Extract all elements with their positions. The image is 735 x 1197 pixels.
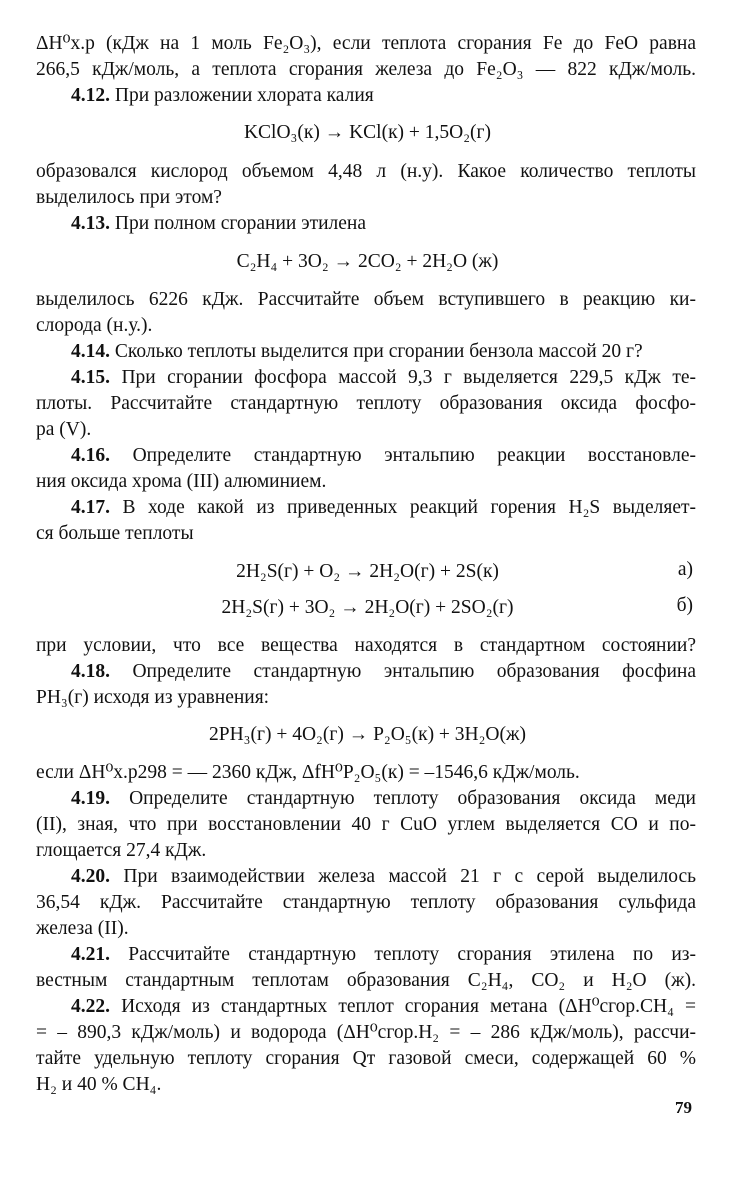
equation-h2s-a: 2H₂S(г) + O₂ → 2H₂O(г) + 2S(к) [236,561,499,582]
page-number: 79 [675,1098,692,1117]
text-line: PH₃(г) исходя из уравнения: [36,687,270,708]
equation-kclo3: KClO₃(к) → KCl(к) + 1,5O₂(г) [243,122,492,143]
equation-ethylene: C₂H₄ + 3O₂ → 2CO₂ + 2H₂O (ж) [236,251,499,272]
problem-number: 4.22. [71,996,110,1017]
equation-phosphine: 2PH₃(г) + 4O₂(г) → P₂O₅(к) + 3H₂O(ж) [209,724,526,745]
problem-4-20 [71,864,696,890]
problem-number: 4.18. [71,661,110,682]
text-line: образовался кислород объемом 4,48 л (н.у). Какое количество теплоты [36,161,696,182]
text-line: глощается 27,4 кДж. [36,840,207,861]
problem-text: При сгорании фосфора массой 9,3 г выделяется 229,5 кДж те- [121,367,697,388]
problem-4-18 [71,659,696,685]
problem-text: Рассчитайте стандартную теплоту сгорания этилена по из- [128,944,696,965]
text-line: 36,54 кДж. Рассчитайте стандартную теплоту образования сульфида [36,892,696,913]
equation-tag-b: б) [676,595,693,616]
problem-4-12 [71,83,696,109]
problem-number: 4.21. [71,944,110,965]
text-line: ра (V). [36,419,92,440]
problem-4-17 [71,495,696,521]
text-line: плоты. Рассчитайте стандартную теплоту образования оксида фосфо- [36,393,696,414]
text-line: выделилось 6226 кДж. Рассчитайте объем вступившего в реакцию ки- [36,289,696,310]
problem-number: 4.12. [71,85,110,106]
problem-number: 4.16. [71,445,110,466]
problem-number: 4.15. [71,367,110,388]
problem-text: В ходе какой из приведенных реакций горения H₂S выделяет- [122,497,696,518]
problem-number: 4.13. [71,213,110,234]
problem-4-19 [71,786,696,812]
text-line: ния оксида хрома (III) алюминием. [36,471,327,492]
problem-text: При полном сгорании этилена [114,213,367,234]
problem-4-15 [71,365,696,391]
equation-tag-a: а) [677,559,693,580]
problem-number: 4.19. [71,788,110,809]
problem-text: Определите стандартную теплоту образования оксида меди [129,788,696,809]
problem-4-21 [71,942,696,968]
text-line: 266,5 кДж/моль, а теплота сгорания железа до Fe₂O₃ — 822 кДж/моль. [36,59,696,80]
problem-text: При разложении хлората калия [114,85,374,106]
problem-text: При взаимодействии железа массой 21 г с серой выделилось [123,866,696,887]
text-line: слорода (н.у.). [36,315,153,336]
problem-text: Определите стандартную энтальпию реакции восстановле- [132,445,696,466]
equation-h2s-b: 2H₂S(г) + 3O₂ → 2H₂O(г) + 2SO₂(г) [221,597,514,618]
problem-4-13 [71,211,696,237]
text-line: (II), зная, что при восстановлении 40 г CuO углем выделяется CO и по- [36,814,696,835]
text-line: выделилось при этом? [36,187,222,208]
text-line: ся больше теплоты [36,523,194,544]
text-line: тайте удельную теплоту сгорания Qт газовой смеси, содержащей 60 % [36,1048,696,1069]
problem-number: 4.17. [71,497,110,518]
text-line: при условии, что все вещества находятся в стандартном состоянии? [36,635,696,656]
problem-number: 4.20. [71,866,110,887]
text-line: = – 890,3 кДж/моль) и водорода (ΔH⁰сгор.H₂ = – 286 кДж/моль), рассчи- [36,1022,696,1043]
text-line: вестным стандартным теплотам образования C₂H₄, CO₂ и H₂O (ж). [36,970,696,991]
text-line: ΔH⁰х.р (кДж на 1 моль Fe₂O₃), если теплота сгорания Fe до FeO равна [36,33,696,54]
problem-text: Исходя из стандартных теплот сгорания метана (ΔH⁰сгор.CH₄ = [121,996,696,1017]
text-line: если ΔH⁰х.р298 = — 2360 кДж, ΔfH⁰P₂O₅(к) = –1546,6 кДж/моль. [36,762,580,783]
problem-text: Сколько теплоты выделится при сгорании бензола массой 20 г? [114,341,643,362]
problem-4-16 [71,443,696,469]
problem-number: 4.14. [71,341,110,362]
text-line: железа (II). [36,918,129,939]
problem-4-14 [71,339,696,365]
text-line: H₂ и 40 % CH₄. [36,1074,162,1095]
problem-4-22 [71,994,696,1020]
problem-text: Определите стандартную энтальпию образования фосфина [132,661,696,682]
